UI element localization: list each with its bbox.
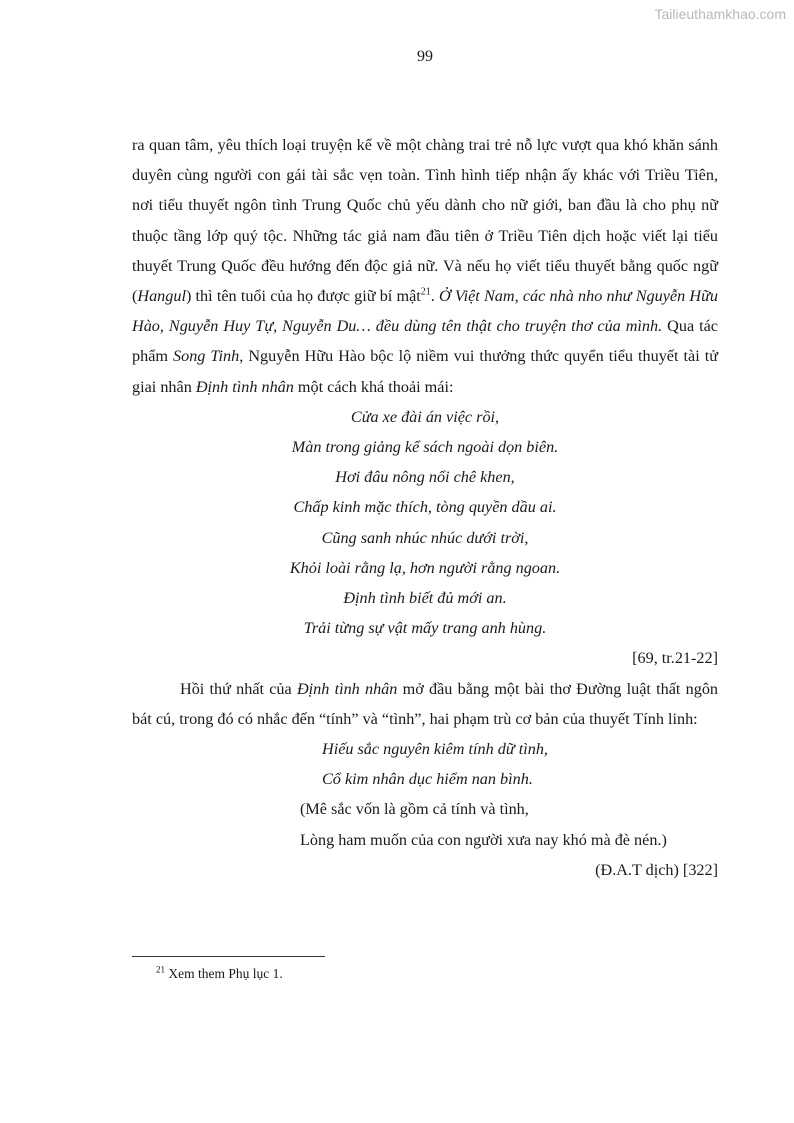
text-run: ra quan tâm, yêu thích loại truyện kể về một chàng trai trẻ nỗ lực vượt qua khó khăn sánh duyên cùng người con gái tài sắc vẹn toàn. Tình hình tiếp nhận ấy khác với Triều Tiên, nơi tiểu thuyết ngôn tình Trung Quốc chủ yếu dành cho nữ giới, ban đầu là cho phụ nữ thuộc tầng lớp quý tộc. Những tác giả nam đầu tiên ở Triều Tiên dịch hoặc viết lại tiểu thuyết Trung Quốc đều hướng đến độc giả nữ. Và nếu họ viết tiểu thuyết bằng quốc ngữ ( — [132, 136, 718, 306]
paragraph-2 — [132, 674, 718, 734]
footnote-ref[interactable]: 21 — [420, 286, 431, 298]
body-text — [132, 130, 718, 885]
watermark: Tailieuthamkhao.com — [654, 6, 786, 22]
footnote-number: 21 — [156, 964, 165, 975]
italic-run: Định tình nhân — [195, 377, 294, 396]
poem-1 — [132, 402, 718, 644]
poem-2 — [132, 734, 718, 794]
text-run: Qua tác phẩm — [132, 317, 718, 366]
footnote-text: Xem them Phụ lục 1. — [165, 966, 283, 981]
poem-line: Cũng sanh nhúc nhúc dưới trời, — [321, 528, 529, 547]
poem-line: Cửa xe đài án việc rồi, — [350, 407, 500, 426]
italic-run: Định tình nhân — [296, 679, 398, 698]
poem-1-citation: [69, tr.21-22] — [632, 649, 718, 668]
poem-line: Hiếu sắc nguyên kiêm tính dữ tình, — [322, 740, 548, 759]
italic-run: Hangul — [137, 287, 186, 306]
footnote-divider — [132, 956, 325, 957]
poem-line: Cổ kim nhân dục hiểm nan bình. — [322, 770, 533, 789]
text-run: mở đầu bằng một bài thơ Đường luật thất ngôn bát cú, trong đó có nhắc đến “tính” và “tình”, hai phạm trù cơ bản của thuyết Tính linh: — [132, 679, 719, 728]
text-run: Hồi thứ nhất của — [180, 679, 297, 698]
footnote — [156, 966, 283, 982]
page-number: 99 — [417, 48, 433, 65]
poem-line: Hơi đâu nông nổi chê khen, — [335, 468, 515, 487]
text-run: ) thì tên tuổi của họ được giữ bí mật — [185, 287, 421, 306]
italic-run: Ở Việt Nam, các nhà nho như Nguyễn Hữu Hào, Nguyễn Huy Tự, Nguyễn Du… đều dùng tên thật cho truyện thơ của mình. — [132, 287, 718, 336]
poem-line: Định tình biết đủ mới an. — [343, 589, 507, 608]
text-run: , Nguyễn Hữu Hào bộc lộ niềm vui thưởng thức quyển tiểu thuyết tài tử giai nhân — [132, 347, 719, 396]
text-run: một cách khá thoải mái: — [293, 377, 454, 396]
poem-line: Chấp kinh mặc thích, tòng quyền dầu ai. — [293, 498, 557, 517]
translation-line: (Mê sắc vốn là gồm cả tính và tình, — [300, 800, 529, 819]
translation — [132, 794, 718, 854]
poem-line: Màn trong giảng kể sách ngoài dọn biên. — [291, 438, 559, 457]
italic-run: Song Tinh — [173, 347, 240, 366]
text-run: . — [430, 287, 440, 306]
poem-line: Trải từng sự vật mấy trang anh hùng. — [303, 619, 547, 638]
translation-line: Lòng ham muốn của con người xưa nay khó mà đè nén.) — [300, 830, 667, 849]
paragraph-1 — [132, 130, 718, 402]
translation-citation: (Đ.A.T dịch) [322] — [595, 860, 718, 879]
poem-line: Khỏi loài rằng lạ, hơn người rằng ngoan. — [289, 558, 561, 577]
